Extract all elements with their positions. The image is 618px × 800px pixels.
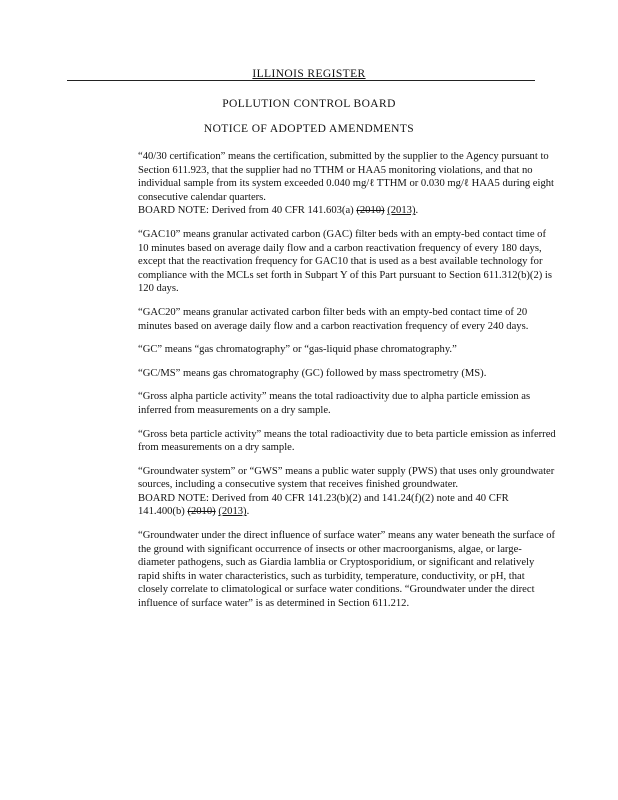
board-note-groundwater: BOARD NOTE: Derived from 40 CFR 141.23(b)(2) and 141.24(f)(2) note and 40 CFR 141.400(b) (2010) (2013).	[138, 492, 509, 518]
definitions-body	[138, 150, 556, 621]
added-year: (2013)	[218, 506, 247, 518]
board-note-40-30: BOARD NOTE: Derived from 40 CFR 141.603(a) (2010) (2013).	[138, 205, 419, 217]
header-rule	[67, 80, 535, 81]
deleted-year: (2010)	[187, 506, 216, 518]
definition-gross-alpha: “Gross alpha particle activity” means the total radioactivity due to alpha particle emission as inferred from measurements on a dry sample.	[138, 391, 531, 416]
board-title: POLLUTION CONTROL BOARD	[222, 98, 396, 110]
definition-gac10: “GAC10” means granular activated carbon (GAC) filter beds with an empty-bed contact time of 10 minutes based on average daily flow and a carbon reactivation frequency of every 180 days, except that the reactivation frequency for GAC10 that is used as a best available technology for compliance with the MCLs set forth in Subpart Y of this Part pursuant to Section 611.312(b)(2) is 120 days.	[138, 228, 552, 295]
register-title: ILLINOIS REGISTER	[252, 68, 366, 80]
deleted-year: (2010)	[356, 205, 385, 217]
notice-title: NOTICE OF ADOPTED AMENDMENTS	[203, 123, 415, 135]
definition-gc: “GC” means “gas chromatography” or “gas-liquid phase chromatography.”	[138, 344, 457, 356]
board-note-text: BOARD NOTE: Derived from 40 CFR 141.23(b)(2) and 141.24(f)(2) note and 40 CFR 141.400(b)	[138, 492, 509, 518]
definition-gc-ms: “GC/MS” means gas chromatography (GC) followed by mass spectrometry (MS).	[138, 367, 487, 379]
definition-groundwater-system: “Groundwater system” or “GWS” means a public water supply (PWS) that uses only groundwater sources, including a consecutive system that receives finished groundwater.	[138, 465, 555, 491]
definition-40-30-certification: “40/30 certification” means the certification, submitted by the supplier to the Agency pursuant to Section 611.923, that the supplier had no TTHM or HAA5 monitoring violations, and that no individual sample from its system exceeded 0.040 mg/ℓ TTHM or 0.030 mg/ℓ HAA5 during eight consecutive calendar quarters.	[138, 151, 554, 203]
definition-gwudi: “Groundwater under the direct influence of surface water” means any water beneath the surface of the ground with significant occurrence of insects or other macroorganisms, algae, or large-diameter pathogens, such as Giardia lamblia or Cryptosporidium, or significant and relatively rapid shifts in water characteristics, such as turbidity, temperature, conductivity, or pH, that closely correlate to climatological or surface water conditions. “Groundwater under the direct influence of surface water” is as determined in Section 611.212.	[138, 530, 556, 610]
definition-gross-beta: “Gross beta particle activity” means the total radioactivity due to beta particle emission as inferred from measurements on a dry sample.	[138, 428, 556, 454]
added-year: (2013)	[387, 205, 416, 217]
board-note-text: BOARD NOTE: Derived from 40 CFR 141.603(a)	[138, 205, 357, 217]
definition-gac20: “GAC20” means granular activated carbon filter beds with an empty-bed contact time of 20 minutes based on average daily flow and a carbon reactivation frequency of every 240 days.	[138, 306, 529, 332]
